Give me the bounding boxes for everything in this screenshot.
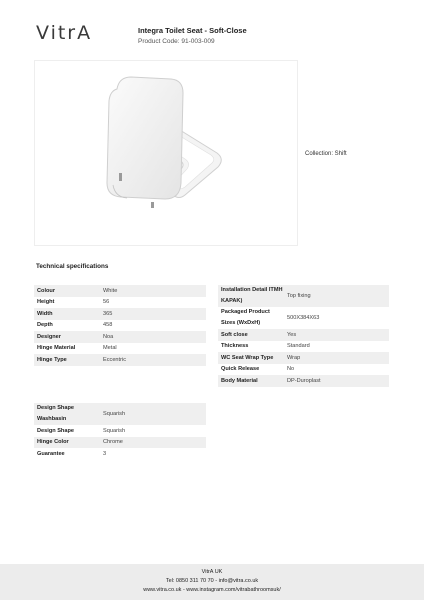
spec-value: Squarish bbox=[100, 403, 206, 425]
spec-value: 3 bbox=[103, 450, 107, 457]
spec-label: Designer bbox=[34, 331, 100, 343]
brand-logo: VitrA bbox=[36, 22, 93, 44]
spec-value: 458 bbox=[103, 322, 113, 329]
spec-value: No bbox=[287, 366, 295, 373]
spec-label: Width bbox=[34, 308, 100, 320]
spec-row bbox=[218, 341, 389, 353]
footer-company: VitrA UK bbox=[201, 569, 223, 575]
spec-label: Hinge Color bbox=[34, 437, 100, 449]
spec-value: Yes bbox=[284, 329, 389, 341]
spec-label: Hinge Material bbox=[37, 345, 76, 352]
spec-label: Soft close bbox=[218, 329, 284, 341]
product-image bbox=[34, 60, 298, 246]
footer-links[interactable]: www.vitra.co.uk - www.instagram.com/vitrabathroomsuk/ bbox=[143, 587, 281, 593]
spec-label: Colour bbox=[34, 285, 100, 297]
spec-value: Standard bbox=[287, 343, 310, 350]
spec-value: 500X384X63 bbox=[287, 314, 320, 321]
spec-row bbox=[34, 331, 206, 343]
spec-row bbox=[34, 308, 206, 320]
spec-value: Noa bbox=[100, 331, 206, 343]
spec-label: Thickness bbox=[221, 343, 249, 350]
collection-label: Collection: Shift bbox=[305, 151, 347, 157]
product-title: Integra Toilet Seat - Soft-Close bbox=[138, 26, 247, 35]
spec-row bbox=[218, 307, 389, 329]
spec-value: Squarish bbox=[103, 427, 126, 434]
specs-table-bottom bbox=[34, 403, 206, 460]
technical-specifications-heading: Technical specifications bbox=[36, 263, 109, 270]
spec-label: Quick Release bbox=[221, 366, 260, 373]
spec-row bbox=[34, 285, 206, 297]
spec-row bbox=[218, 364, 389, 376]
spec-row bbox=[34, 343, 206, 355]
spec-row bbox=[34, 437, 206, 449]
spec-label: Packaged Product Sizes (WxDxH) bbox=[221, 309, 270, 326]
spec-label: Design Shape bbox=[37, 427, 74, 434]
spec-label: Height bbox=[37, 299, 55, 306]
spec-label: Installation Detail ITMH KAPAK) bbox=[218, 285, 284, 307]
footer-contact[interactable]: Tel: 0850 311 70 70 - info@vitra.co.uk bbox=[165, 578, 259, 584]
product-code: Product Code: 91-003-009 bbox=[138, 38, 215, 45]
spec-label: Hinge Type bbox=[34, 354, 100, 366]
spec-value: Chrome bbox=[100, 437, 206, 449]
spec-row bbox=[34, 320, 206, 332]
spec-value: 56 bbox=[103, 299, 110, 306]
spec-label: Guarantee bbox=[37, 450, 65, 457]
specs-table-left bbox=[34, 285, 206, 366]
spec-row bbox=[218, 375, 389, 387]
spec-value: Eccentric bbox=[100, 354, 206, 366]
spec-row bbox=[218, 285, 389, 307]
toilet-seat-illustration bbox=[35, 61, 297, 245]
spec-value: Wrap bbox=[284, 352, 389, 364]
spec-row bbox=[218, 352, 389, 364]
spec-label: Depth bbox=[37, 322, 53, 329]
spec-label: WC Seat Wrap Type bbox=[218, 352, 284, 364]
spec-label: Body Material bbox=[218, 375, 284, 387]
spec-row bbox=[34, 297, 206, 309]
specs-table-right bbox=[218, 285, 389, 387]
spec-row bbox=[34, 354, 206, 366]
spec-value: White bbox=[100, 285, 206, 297]
spec-value: Top fixing bbox=[284, 285, 389, 307]
spec-value: Metal bbox=[103, 345, 117, 352]
spec-value: 365 bbox=[100, 308, 206, 320]
page-footer bbox=[0, 564, 424, 600]
spec-row bbox=[218, 329, 389, 341]
spec-label: Design Shape Washbasin bbox=[34, 403, 100, 425]
product-header bbox=[138, 26, 247, 45]
spec-row bbox=[34, 403, 206, 425]
spec-value: DP-Duroplast bbox=[284, 375, 389, 387]
spec-row bbox=[34, 425, 206, 437]
spec-row bbox=[34, 448, 206, 460]
